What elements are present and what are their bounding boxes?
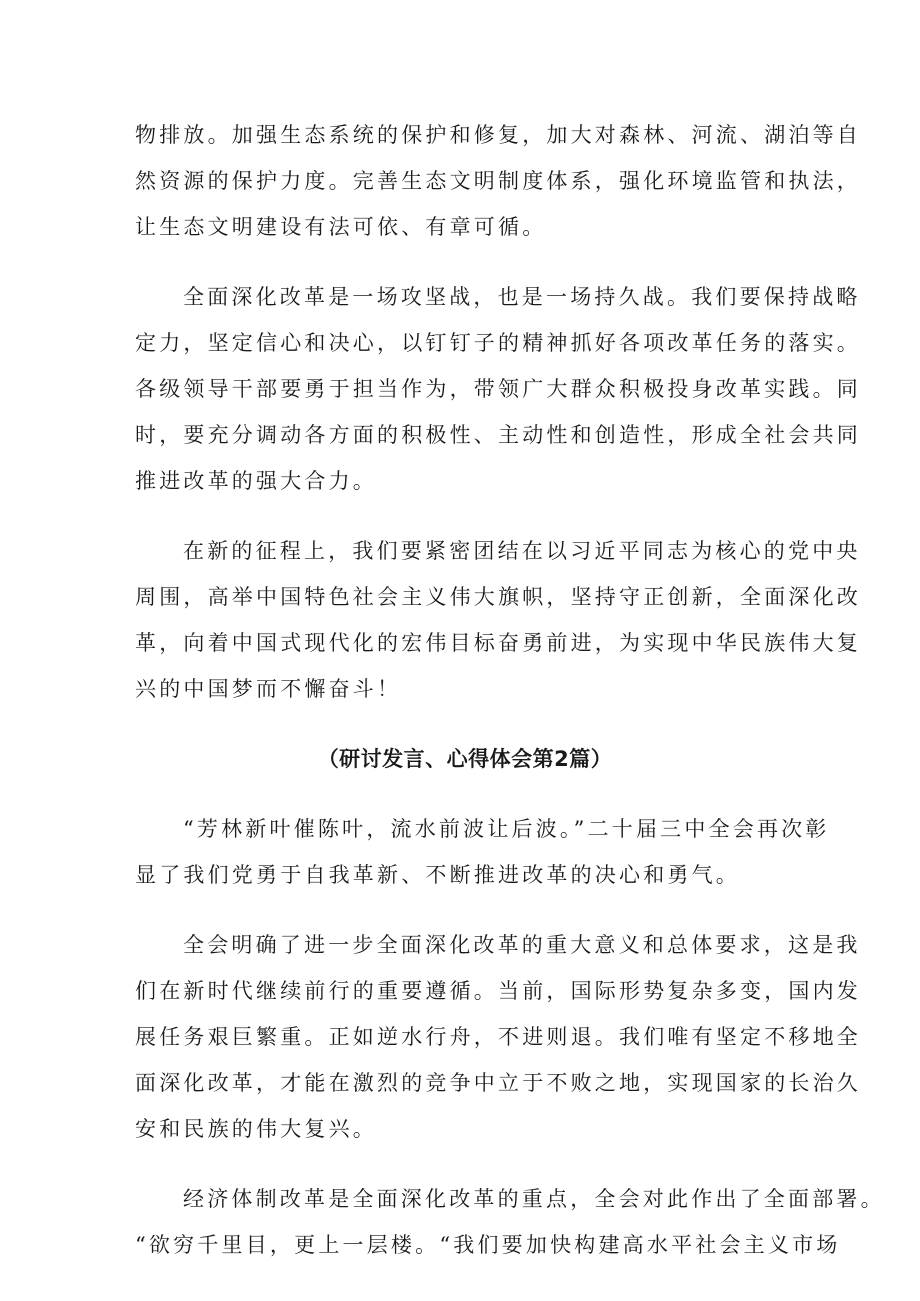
text-line: 在新的征程上，我们要紧密团结在以习近平同志为核心的党中央 [183,539,861,563]
text-line: 面深化改革，才能在激烈的竞争中立于不败之地，实现国家的长治久 [135,1071,861,1095]
text-line: 显了我们党勇于自我革新、不断推进改革的决心和勇气。 [135,863,740,887]
text-line: 各级领导干部要勇于担当作为，带领广大群众积极投身改革实践。同 [135,377,861,401]
text-line: 安和民族的伟大复兴。 [135,1117,377,1141]
text-line: 物排放。加强生态系统的保护和修复，加大对森林、河流、湖泊等自 [135,123,861,147]
paragraph-poem-opening [135,806,830,898]
text-line: 经济体制改革是全面深化改革的重点，全会对此作出了全面部署。 [183,1187,885,1211]
paragraph-reform-battle [135,274,861,504]
paragraph-ecology [135,112,861,250]
text-line: 让生态文明建设有法可依、有章可循。 [135,215,547,239]
paragraph-economic-reform [135,1176,885,1268]
text-line: 展任务艰巨繁重。正如逆水行舟，不进则退。我们唯有坚定不移地全 [135,1025,861,1049]
text-line: “欲穷千里目，更上一层楼。“我们要加快构建高水平社会主义市场 [135,1233,841,1257]
text-line: 推进改革的强大合力。 [135,469,377,493]
text-line: “芳林新叶催陈叶，流水前波让后波。”二十届三中全会再次彰 [183,817,830,841]
text-line: 革，向着中国式现代化的宏伟目标奋勇前进，为实现中华民族伟大复 [135,631,861,655]
section-heading: （研讨发言、心得体会第2篇） [317,747,613,771]
text-line: 时，要充分调动各方面的积极性、主动性和创造性，形成全社会共同 [135,423,861,447]
paragraph-plenary-significance [135,922,861,1152]
text-line: 周围，高举中国特色社会主义伟大旗帜，坚持守正创新，全面深化改 [135,585,861,609]
text-line: 全会明确了进一步全面深化改革的重大意义和总体要求，这是我 [183,933,861,957]
text-line: 定力，坚定信心和决心，以钉钉子的精神抓好各项改革任务的落实。 [135,331,861,355]
paragraph-new-journey [135,528,861,712]
text-line: 们在新时代继续前行的重要遵循。当前，国际形势复杂多变，国内发 [135,979,861,1003]
document-body [135,112,885,1268]
text-line: 然资源的保护力度。完善生态文明制度体系，强化环境监管和执法， [135,169,861,193]
text-line: 兴的中国梦而不懈奋斗！ [135,677,402,701]
text-line: 全面深化改革是一场攻坚战，也是一场持久战。我们要保持战略 [183,285,861,309]
